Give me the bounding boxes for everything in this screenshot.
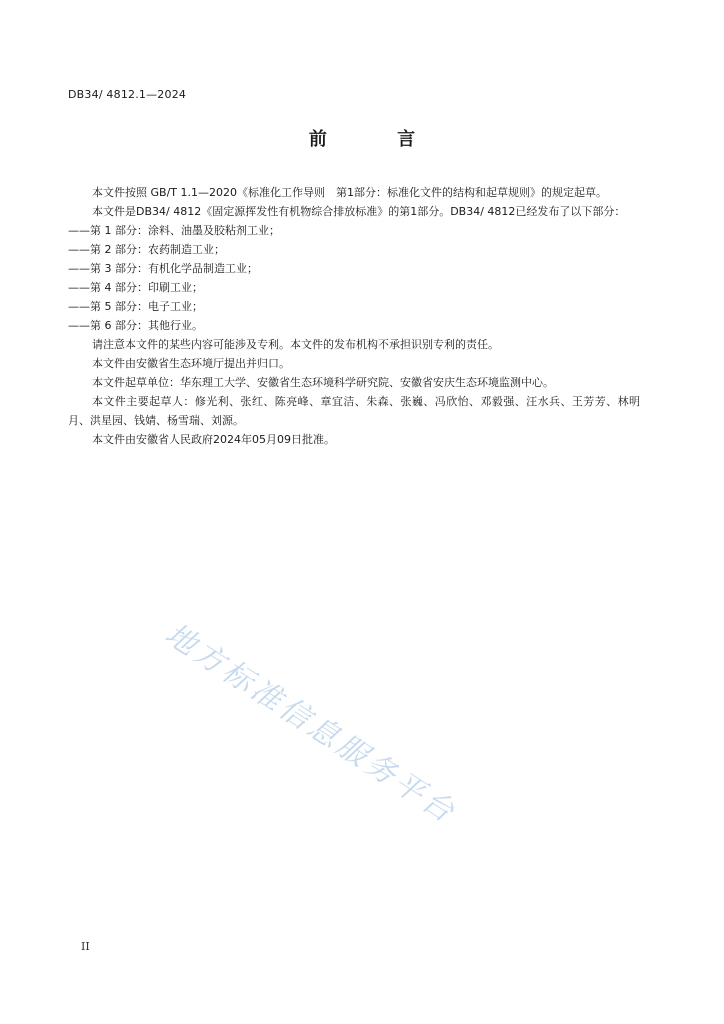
paragraph-drafting-units: 本文件起草单位：华东理工大学、安徽省生态环境科学研究院、安徽省安庆生态环境监测中心。	[92, 376, 554, 389]
list-item-part-3: ——第 3 部分：有机化学品制造工业；	[68, 262, 258, 275]
paragraph-drafters: 本文件主要起草人：修光利、张红、陈亮峰、章宜洁、朱森、张巍、冯欣怡、邓毅强、汪水兵、王芳芳、林明月、洪星园、钱婧、杨雪瑞、刘源。	[68, 395, 640, 427]
watermark: 地方标准信息服务平台	[158, 616, 463, 832]
list-item-part-6: ——第 6 部分：其他行业。	[68, 319, 203, 332]
list-item-part-2: ——第 2 部分：农药制造工业；	[68, 243, 225, 256]
page-number: II	[81, 940, 90, 953]
list-item-part-4: ——第 4 部分：印刷工业；	[68, 281, 203, 294]
list-item-part-1: ——第 1 部分：涂料、油墨及胶粘剂工业；	[68, 224, 280, 237]
list-item-part-5: ——第 5 部分：电子工业；	[68, 300, 203, 313]
paragraph-proposer: 本文件由安徽省生态环境厅提出并归口。	[92, 357, 290, 370]
foreword-body	[68, 183, 640, 449]
paragraph-approval: 本文件由安徽省人民政府2024年05月09日批准。	[92, 433, 335, 446]
document-code: DB34/ 4812.1—2024	[68, 88, 187, 101]
page-title: 前 言	[308, 129, 448, 150]
paragraph-patent-notice: 请注意本文件的某些内容可能涉及专利。本文件的发布机构不承担识别专利的责任。	[92, 338, 499, 351]
paragraph-drafting-basis: 本文件按照 GB/T 1.1—2020《标准化工作导则 第1部分：标准化文件的结构和起草规则》的规定起草。	[92, 186, 607, 199]
paragraph-standard-series: 本文件是DB34/ 4812《固定源挥发性有机物综合排放标准》的第1部分。DB34/ 4812已经发布了以下部分：	[92, 205, 626, 218]
